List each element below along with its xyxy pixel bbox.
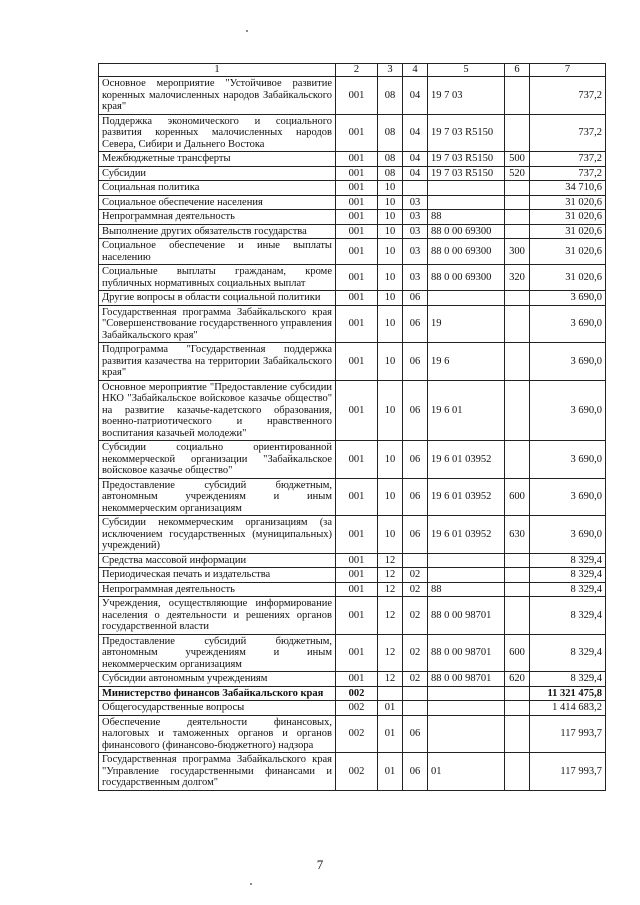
expense-type-cell	[505, 343, 530, 381]
target-article-cell: 88	[428, 210, 505, 225]
admin-code-cell: 001	[336, 516, 378, 554]
subsection-code-cell	[403, 553, 428, 568]
expense-type-cell	[505, 77, 530, 115]
target-article-cell: 19 7 03 R5150	[428, 152, 505, 167]
section-code-cell: 10	[378, 380, 403, 441]
amount-cell: 11 321 475,8	[530, 686, 606, 701]
admin-code-cell: 001	[336, 441, 378, 479]
section-code-cell: 12	[378, 672, 403, 687]
admin-code-cell: 001	[336, 265, 378, 291]
section-code-cell: 01	[378, 753, 403, 791]
table-row	[99, 672, 606, 687]
row-name-cell: Средства массовой информации	[99, 553, 336, 568]
amount-cell: 3 690,0	[530, 441, 606, 479]
subsection-code-cell: 06	[403, 753, 428, 791]
admin-code-cell: 001	[336, 181, 378, 196]
row-name-cell: Социальное обеспечение и иные выплаты населению	[99, 239, 336, 265]
row-name-cell: Непрограммная деятельность	[99, 582, 336, 597]
amount-cell: 1 414 683,2	[530, 701, 606, 716]
admin-code-cell: 001	[336, 166, 378, 181]
target-article-cell	[428, 553, 505, 568]
admin-code-cell: 001	[336, 291, 378, 306]
table-row	[99, 166, 606, 181]
table-row	[99, 291, 606, 306]
table-row	[99, 753, 606, 791]
table-row	[99, 441, 606, 479]
amount-cell: 117 993,7	[530, 753, 606, 791]
admin-code-cell: 001	[336, 239, 378, 265]
section-code-cell: 12	[378, 582, 403, 597]
amount-cell: 3 690,0	[530, 343, 606, 381]
expense-type-cell	[505, 715, 530, 753]
target-article-cell	[428, 568, 505, 583]
column-header: 5	[428, 64, 505, 77]
expense-type-cell: 500	[505, 152, 530, 167]
expense-type-cell	[505, 210, 530, 225]
admin-code-cell: 001	[336, 582, 378, 597]
amount-cell: 31 020,6	[530, 210, 606, 225]
expense-type-cell	[505, 305, 530, 343]
row-name-cell: Социальное обеспечение населения	[99, 195, 336, 210]
target-article-cell	[428, 195, 505, 210]
target-article-cell: 88 0 00 69300	[428, 265, 505, 291]
row-name-cell: Общегосударственные вопросы	[99, 701, 336, 716]
section-code-cell: 01	[378, 701, 403, 716]
expense-type-cell	[505, 597, 530, 635]
table-header-row	[99, 64, 606, 77]
target-article-cell: 19 7 03 R5150	[428, 166, 505, 181]
section-code-cell: 10	[378, 195, 403, 210]
expense-type-cell: 600	[505, 478, 530, 516]
subsection-code-cell: 06	[403, 305, 428, 343]
target-article-cell: 19 6 01 03952	[428, 516, 505, 554]
target-article-cell: 19 6	[428, 343, 505, 381]
amount-cell: 31 020,6	[530, 195, 606, 210]
subsection-code-cell: 04	[403, 77, 428, 115]
row-name-cell: Обеспечение деятельности финансовых, налоговых и таможенных органов и органов финансового (финансово-бюджетного) надзора	[99, 715, 336, 753]
target-article-cell: 19	[428, 305, 505, 343]
expense-type-cell	[505, 553, 530, 568]
table-row	[99, 686, 606, 701]
target-article-cell: 01	[428, 753, 505, 791]
admin-code-cell: 002	[336, 753, 378, 791]
section-code-cell	[378, 686, 403, 701]
target-article-cell: 19 6 01 03952	[428, 478, 505, 516]
amount-cell: 31 020,6	[530, 265, 606, 291]
subsection-code-cell: 02	[403, 672, 428, 687]
expense-type-cell: 520	[505, 166, 530, 181]
expense-type-cell	[505, 195, 530, 210]
expense-type-cell	[505, 114, 530, 152]
subsection-code-cell: 02	[403, 634, 428, 672]
amount-cell: 3 690,0	[530, 291, 606, 306]
table-row	[99, 597, 606, 635]
table-row	[99, 634, 606, 672]
row-name-cell: Социальная политика	[99, 181, 336, 196]
section-code-cell: 10	[378, 224, 403, 239]
table-row	[99, 152, 606, 167]
page-number: 7	[316, 857, 324, 872]
subsection-code-cell: 03	[403, 195, 428, 210]
column-header: 3	[378, 64, 403, 77]
section-code-cell: 10	[378, 239, 403, 265]
admin-code-cell: 002	[336, 715, 378, 753]
target-article-cell: 88	[428, 582, 505, 597]
section-code-cell: 12	[378, 597, 403, 635]
row-name-cell: Субсидии	[99, 166, 336, 181]
amount-cell: 117 993,7	[530, 715, 606, 753]
row-name-cell: Государственная программа Забайкальского края "Управление государственными финансами и государственным долгом"	[99, 753, 336, 791]
table-row	[99, 195, 606, 210]
amount-cell: 737,2	[530, 114, 606, 152]
row-name-cell: Предоставление субсидий бюджетным, автономным учреждениям и иным некоммерческим организациям	[99, 634, 336, 672]
budget-table	[98, 63, 606, 791]
table-row	[99, 239, 606, 265]
amount-cell: 31 020,6	[530, 224, 606, 239]
expense-type-cell: 300	[505, 239, 530, 265]
table-row	[99, 715, 606, 753]
expense-type-cell	[505, 753, 530, 791]
subsection-code-cell	[403, 701, 428, 716]
admin-code-cell: 002	[336, 686, 378, 701]
section-code-cell: 10	[378, 291, 403, 306]
expense-type-cell: 630	[505, 516, 530, 554]
table-row	[99, 265, 606, 291]
subsection-code-cell: 03	[403, 239, 428, 265]
amount-cell: 737,2	[530, 77, 606, 115]
target-article-cell	[428, 291, 505, 306]
subsection-code-cell: 06	[403, 380, 428, 441]
target-article-cell	[428, 715, 505, 753]
expense-type-cell	[505, 686, 530, 701]
target-article-cell: 19 7 03 R5150	[428, 114, 505, 152]
column-header: 4	[403, 64, 428, 77]
row-name-cell: Субсидии автономным учреждениям	[99, 672, 336, 687]
expense-type-cell	[505, 701, 530, 716]
subsection-code-cell: 02	[403, 597, 428, 635]
expense-type-cell	[505, 181, 530, 196]
admin-code-cell: 001	[336, 343, 378, 381]
row-name-cell: Поддержка экономического и социального развития коренных малочисленных народов Севера, Сибири и Дальнего Востока	[99, 114, 336, 152]
table-row	[99, 582, 606, 597]
table-row	[99, 701, 606, 716]
table-row	[99, 224, 606, 239]
subsection-code-cell: 04	[403, 166, 428, 181]
target-article-cell: 88 0 00 69300	[428, 224, 505, 239]
table-row	[99, 181, 606, 196]
subsection-code-cell: 06	[403, 291, 428, 306]
amount-cell: 3 690,0	[530, 516, 606, 554]
section-code-cell: 10	[378, 516, 403, 554]
section-code-cell: 10	[378, 265, 403, 291]
admin-code-cell: 001	[336, 224, 378, 239]
section-code-cell: 12	[378, 568, 403, 583]
amount-cell: 3 690,0	[530, 478, 606, 516]
expense-type-cell: 620	[505, 672, 530, 687]
subsection-code-cell: 06	[403, 478, 428, 516]
column-header: 7	[530, 64, 606, 77]
section-code-cell: 10	[378, 181, 403, 196]
target-article-cell: 88 0 00 98701	[428, 672, 505, 687]
amount-cell: 8 329,4	[530, 672, 606, 687]
amount-cell: 31 020,6	[530, 239, 606, 265]
subsection-code-cell	[403, 181, 428, 196]
section-code-cell: 10	[378, 478, 403, 516]
row-name-cell: Государственная программа Забайкальского края "Совершенствование государственного управления Забайкальского края"	[99, 305, 336, 343]
section-code-cell: 01	[378, 715, 403, 753]
table-row	[99, 568, 606, 583]
expense-type-cell	[505, 568, 530, 583]
table-row	[99, 343, 606, 381]
admin-code-cell: 001	[336, 478, 378, 516]
target-article-cell: 19 7 03	[428, 77, 505, 115]
section-code-cell: 08	[378, 114, 403, 152]
subsection-code-cell: 04	[403, 152, 428, 167]
amount-cell: 8 329,4	[530, 597, 606, 635]
row-name-cell: Межбюджетные трансферты	[99, 152, 336, 167]
section-code-cell: 08	[378, 166, 403, 181]
admin-code-cell: 001	[336, 568, 378, 583]
section-code-cell: 08	[378, 77, 403, 115]
row-name-cell: Выполнение других обязательств государства	[99, 224, 336, 239]
subsection-code-cell: 06	[403, 343, 428, 381]
scan-speck	[250, 883, 252, 885]
section-code-cell: 08	[378, 152, 403, 167]
amount-cell: 8 329,4	[530, 582, 606, 597]
section-code-cell: 10	[378, 343, 403, 381]
admin-code-cell: 001	[336, 77, 378, 115]
amount-cell: 737,2	[530, 152, 606, 167]
table-row	[99, 305, 606, 343]
expense-type-cell: 320	[505, 265, 530, 291]
subsection-code-cell	[403, 686, 428, 701]
target-article-cell	[428, 686, 505, 701]
target-article-cell: 19 6 01 03952	[428, 441, 505, 479]
table-row	[99, 553, 606, 568]
target-article-cell	[428, 181, 505, 196]
admin-code-cell: 001	[336, 380, 378, 441]
column-header: 6	[505, 64, 530, 77]
expense-type-cell: 600	[505, 634, 530, 672]
subsection-code-cell: 06	[403, 516, 428, 554]
row-name-cell: Периодическая печать и издательства	[99, 568, 336, 583]
subsection-code-cell: 06	[403, 715, 428, 753]
scan-speck	[246, 30, 248, 32]
admin-code-cell: 001	[336, 553, 378, 568]
expense-type-cell	[505, 380, 530, 441]
subsection-code-cell: 03	[403, 210, 428, 225]
section-code-cell: 10	[378, 441, 403, 479]
column-header: 1	[99, 64, 336, 77]
expense-type-cell	[505, 291, 530, 306]
expense-type-cell	[505, 582, 530, 597]
table-row	[99, 114, 606, 152]
admin-code-cell: 001	[336, 634, 378, 672]
subsection-code-cell: 03	[403, 224, 428, 239]
subsection-code-cell: 06	[403, 441, 428, 479]
admin-code-cell: 001	[336, 597, 378, 635]
row-name-cell: Основное мероприятие "Устойчивое развитие коренных малочисленных народов Забайкальского края"	[99, 77, 336, 115]
row-name-cell: Непрограммная деятельность	[99, 210, 336, 225]
subsection-code-cell: 04	[403, 114, 428, 152]
subsection-code-cell: 02	[403, 568, 428, 583]
admin-code-cell: 001	[336, 195, 378, 210]
row-name-cell: Министерство финансов Забайкальского края	[99, 686, 336, 701]
target-article-cell: 88 0 00 98701	[428, 597, 505, 635]
amount-cell: 8 329,4	[530, 553, 606, 568]
table-row	[99, 380, 606, 441]
section-code-cell: 12	[378, 553, 403, 568]
subsection-code-cell: 03	[403, 265, 428, 291]
admin-code-cell: 002	[336, 701, 378, 716]
row-name-cell: Подпрограмма "Государственная поддержка развития казачества на территории Забайкальского края"	[99, 343, 336, 381]
amount-cell: 34 710,6	[530, 181, 606, 196]
target-article-cell: 88 0 00 69300	[428, 239, 505, 265]
target-article-cell: 19 6 01	[428, 380, 505, 441]
target-article-cell: 88 0 00 98701	[428, 634, 505, 672]
amount-cell: 737,2	[530, 166, 606, 181]
table-row	[99, 478, 606, 516]
table-row	[99, 516, 606, 554]
row-name-cell: Другие вопросы в области социальной политики	[99, 291, 336, 306]
table-row	[99, 77, 606, 115]
amount-cell: 3 690,0	[530, 380, 606, 441]
admin-code-cell: 001	[336, 672, 378, 687]
amount-cell: 3 690,0	[530, 305, 606, 343]
admin-code-cell: 001	[336, 152, 378, 167]
admin-code-cell: 001	[336, 305, 378, 343]
admin-code-cell: 001	[336, 114, 378, 152]
column-header: 2	[336, 64, 378, 77]
row-name-cell: Учреждения, осуществляющие информирование населения о деятельности и решениях органов государственной власти	[99, 597, 336, 635]
amount-cell: 8 329,4	[530, 568, 606, 583]
admin-code-cell: 001	[336, 210, 378, 225]
expense-type-cell	[505, 224, 530, 239]
subsection-code-cell: 02	[403, 582, 428, 597]
row-name-cell: Субсидии социально ориентированной некоммерческой организации "Забайкальское войсковое казачье общество"	[99, 441, 336, 479]
row-name-cell: Основное мероприятие "Предоставление субсидии НКО "Забайкальское войсковое казачье общество" на развитие казачье-кадетского образования, военно-патриотического и нравственного воспитания казачьей молодежи"	[99, 380, 336, 441]
table-row	[99, 210, 606, 225]
section-code-cell: 10	[378, 210, 403, 225]
section-code-cell: 10	[378, 305, 403, 343]
row-name-cell: Социальные выплаты гражданам, кроме публичных нормативных социальных выплат	[99, 265, 336, 291]
amount-cell: 8 329,4	[530, 634, 606, 672]
row-name-cell: Предоставление субсидий бюджетным, автономным учреждениям и иным некоммерческим организациям	[99, 478, 336, 516]
section-code-cell: 12	[378, 634, 403, 672]
row-name-cell: Субсидии некоммерческим организациям (за исключением государственных (муниципальных) учреждений)	[99, 516, 336, 554]
expense-type-cell	[505, 441, 530, 479]
target-article-cell	[428, 701, 505, 716]
